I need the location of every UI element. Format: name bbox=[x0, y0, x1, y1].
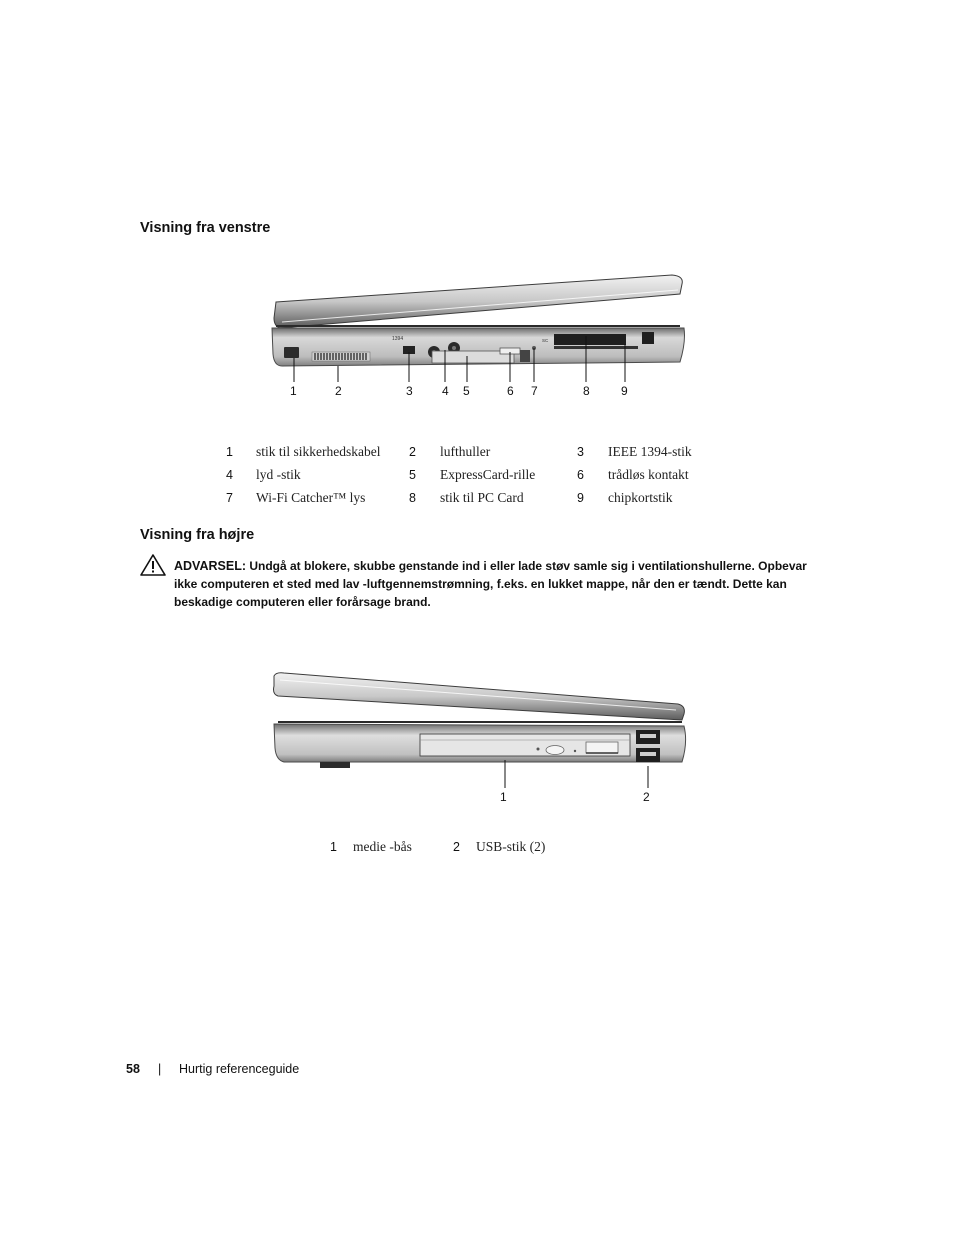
legend-text: IEEE 1394-stik bbox=[608, 444, 692, 459]
ieee1394-mark: 1394 bbox=[392, 336, 404, 342]
section-title-left: Visning fra venstre bbox=[140, 220, 271, 236]
callout-left-7: 7 bbox=[531, 384, 538, 398]
legend-num: 6 bbox=[577, 468, 584, 482]
callout-right-2: 2 bbox=[643, 790, 650, 804]
legend-num: 2 bbox=[409, 445, 416, 459]
warning-triangle-icon bbox=[140, 554, 166, 576]
legend-num: 4 bbox=[226, 468, 233, 482]
legend-text: medie -bås bbox=[353, 839, 412, 854]
legend-num: 3 bbox=[577, 445, 584, 459]
legend-text: stik til sikkerhedskabel bbox=[256, 444, 381, 459]
legend-text: chipkortstik bbox=[608, 490, 673, 505]
legend-text: Wi-Fi Catcher™ lys bbox=[256, 490, 366, 505]
left-callout-lines bbox=[268, 330, 688, 386]
legend-num: 1 bbox=[226, 445, 233, 459]
legend-num: 2 bbox=[453, 840, 460, 854]
right-callout-lines bbox=[268, 750, 688, 794]
footer-separator: | bbox=[158, 1062, 162, 1076]
callout-left-8: 8 bbox=[583, 384, 590, 398]
legend-num: 1 bbox=[330, 840, 337, 854]
section-title-right: Visning fra højre bbox=[140, 527, 255, 543]
callout-left-4: 4 bbox=[442, 384, 449, 398]
callout-right-1: 1 bbox=[500, 790, 507, 804]
callout-left-1: 1 bbox=[290, 384, 297, 398]
legend-text: stik til PC Card bbox=[440, 490, 524, 505]
callout-left-3: 3 bbox=[406, 384, 413, 398]
warning-label: ADVARSEL: bbox=[174, 559, 246, 573]
callout-left-5: 5 bbox=[463, 384, 470, 398]
warning-box bbox=[174, 557, 824, 611]
legend-text: ExpressCard-rille bbox=[440, 467, 536, 482]
page-number: 58 bbox=[126, 1062, 140, 1076]
legend-num: 8 bbox=[409, 491, 416, 505]
legend-num: 5 bbox=[409, 468, 416, 482]
legend-text: trådløs kontakt bbox=[608, 467, 689, 482]
legend-num: 9 bbox=[577, 491, 584, 505]
legend-text: lyd -stik bbox=[256, 467, 301, 482]
callout-left-9: 9 bbox=[621, 384, 628, 398]
callout-left-2: 2 bbox=[335, 384, 342, 398]
legend-num: 7 bbox=[226, 491, 233, 505]
warning-text: Undgå at blokere, skubbe genstande ind i eller lade støv samle sig i ventilationshullerne. Opbevar ikke computeren et sted med lav -luftgennemstrømning, f.eks. en lukket mappe, når den er tændt. Dette kan beskadige computeren eller forårsage brand. bbox=[174, 559, 807, 609]
legend-text: USB-stik (2) bbox=[476, 839, 546, 854]
smartcard-mark: SC bbox=[542, 338, 549, 343]
legend-text: lufthuller bbox=[440, 444, 491, 459]
footer-guide-title: Hurtig referenceguide bbox=[179, 1062, 300, 1076]
callout-left-6: 6 bbox=[507, 384, 514, 398]
